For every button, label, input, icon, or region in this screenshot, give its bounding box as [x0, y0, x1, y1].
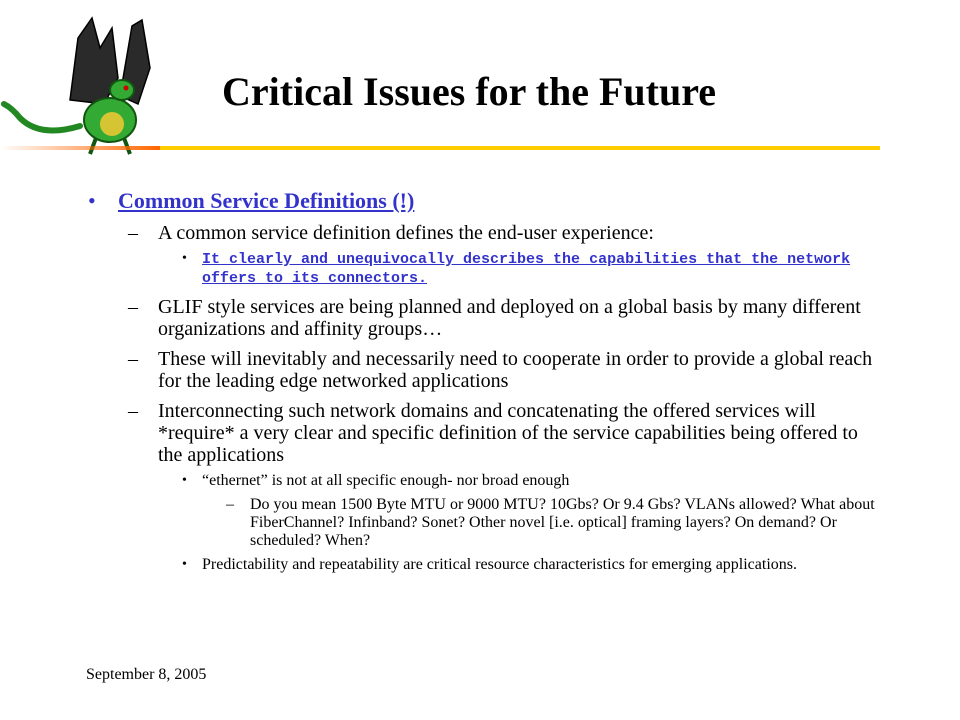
- sub-bullet-4-text: Interconnecting such network domains and concatenating the offered services will *require* a very clear and specific definition of the service capabilities being offered to the applications: [158, 400, 858, 466]
- sub-bullet-1-detail-link[interactable]: It clearly and unequivocally describes the capabilities that the network offers to its connectors.: [202, 251, 851, 287]
- sub-bullet-1-text: A common service definition defines the end-user experience:: [158, 222, 654, 244]
- dragon-logo: [0, 8, 200, 158]
- sub-bullet-2: [86, 296, 886, 340]
- dash-icon: –: [128, 222, 138, 244]
- sub-bullet-4: [86, 400, 886, 466]
- bullet-icon: •: [182, 251, 187, 266]
- bullet-icon: •: [182, 473, 187, 488]
- sub-bullet-4-point-1-detail-text: Do you mean 1500 Byte MTU or 9000 MTU? 10Gbs? Or 9.4 Gbs? VLANs allowed? What about FiberChannel? Infinband? Sonet? Other novel [i.e. optical] framing layers? On demand? Or scheduled? When?: [250, 496, 875, 549]
- sub-bullet-4-point-1-detail: [86, 496, 886, 550]
- title-rule-fade: [0, 146, 160, 150]
- main-bullet: [86, 188, 886, 214]
- sub-bullet-3: [86, 348, 886, 392]
- title-rule: [160, 146, 880, 150]
- sub-bullet-1-detail: [86, 250, 886, 288]
- sub-bullet-4-point-2-text: Predictability and repeatability are critical resource characteristics for emerging applications.: [202, 556, 797, 573]
- dash-icon: –: [226, 496, 234, 513]
- footer-date: September 8, 2005: [86, 666, 207, 683]
- dash-icon: –: [128, 296, 138, 318]
- bullet-icon: •: [182, 557, 187, 572]
- sub-bullet-4-point-1-text: “ethernet” is not at all specific enough- nor broad enough: [202, 472, 570, 489]
- slide-title: Critical Issues for the Future: [222, 69, 717, 114]
- sub-bullet-3-text: These will inevitably and necessarily need to cooperate in order to provide a global reach for the leading edge networked applications: [158, 348, 873, 392]
- sub-bullet-4-point-2: [86, 556, 886, 574]
- sub-bullet-2-text: GLIF style services are being planned and deployed on a global basis by many different organizations and affinity groups…: [158, 296, 861, 340]
- dragon-icon: [0, 8, 200, 158]
- bullet-icon: •: [88, 188, 96, 213]
- sub-bullet-1: [86, 222, 886, 244]
- slide-content: [86, 188, 886, 574]
- main-bullet-link[interactable]: Common Service Definitions (!): [118, 188, 415, 213]
- sub-bullet-4-point-1: [86, 472, 886, 490]
- dash-icon: –: [128, 348, 138, 370]
- dash-icon: –: [128, 400, 138, 422]
